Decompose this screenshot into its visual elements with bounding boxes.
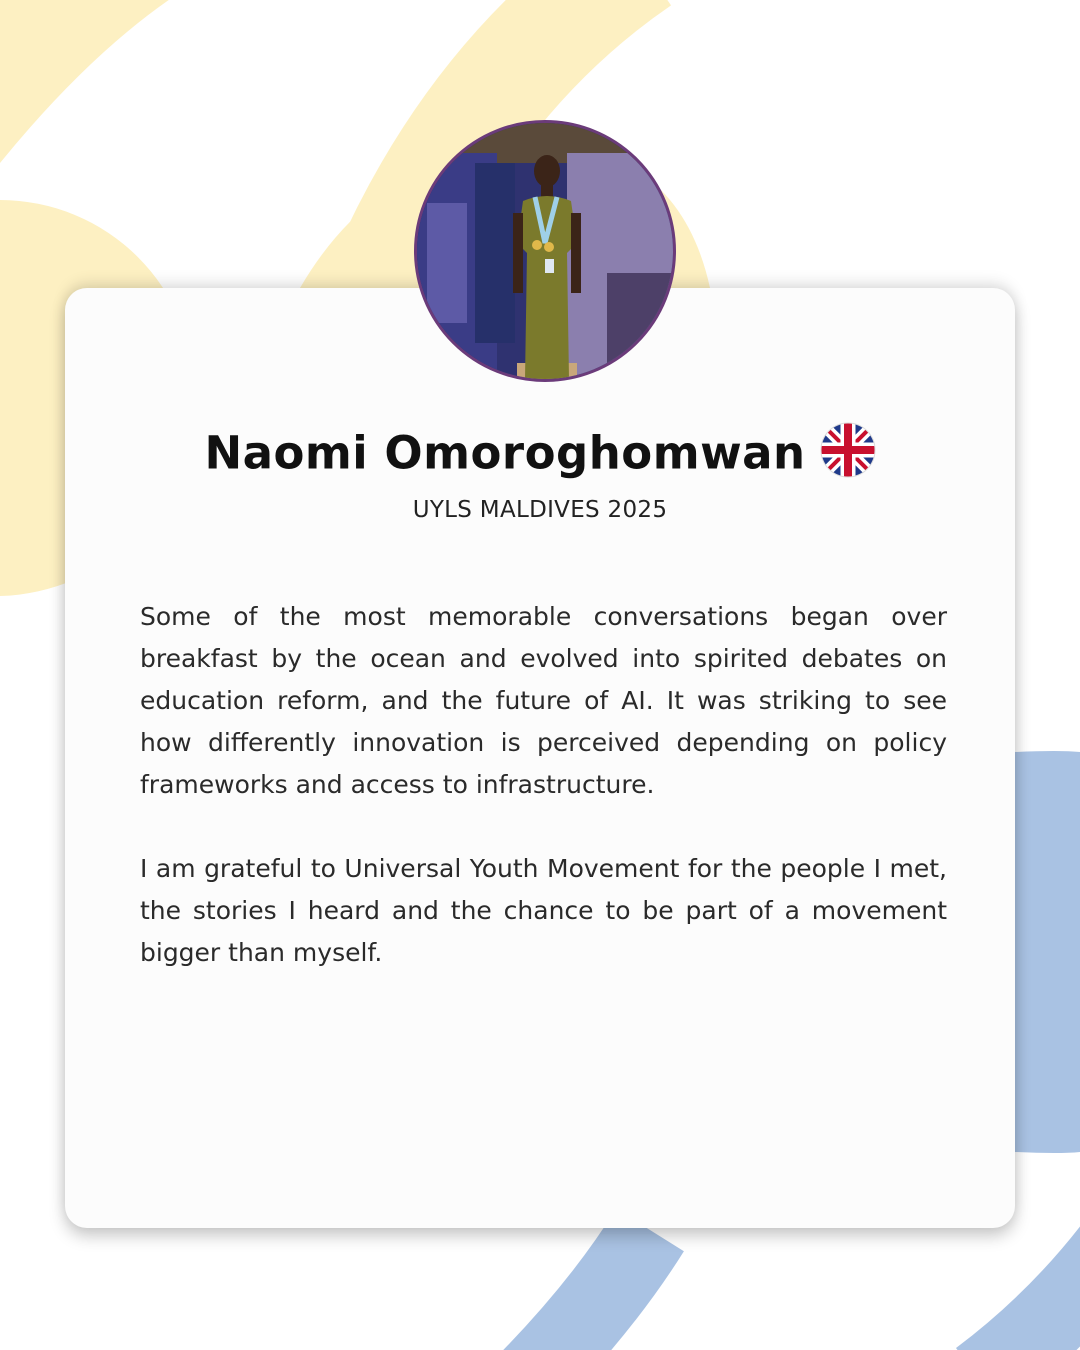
name-row: [0, 425, 1080, 481]
testimonial-paragraph-1: Some of the most memorable conversations began over breakfast by the ocean and evolved into spirited debates on education reform, and the future of AI. It was striking to see how differently innovation is perceived depending on policy frameworks and access to infrastructure.: [140, 602, 947, 799]
testimonial-text: [140, 596, 947, 1016]
event-subtitle: UYLS MALDIVES 2025: [412, 497, 668, 523]
testimonial-paragraph-2: I am grateful to Universal Youth Movement for the people I met, the stories I heard and the chance to be part of a movement bigger than myself.: [140, 854, 947, 967]
person-name: Naomi Omoroghomwan: [204, 426, 806, 480]
uk-flag-icon: [820, 422, 876, 478]
blue-arc-bottom-center: [520, 1230, 650, 1350]
profile-photo: [414, 120, 676, 382]
blue-arc-bottom-right: [980, 1240, 1080, 1350]
yellow-arc-top-left: [0, 0, 300, 150]
